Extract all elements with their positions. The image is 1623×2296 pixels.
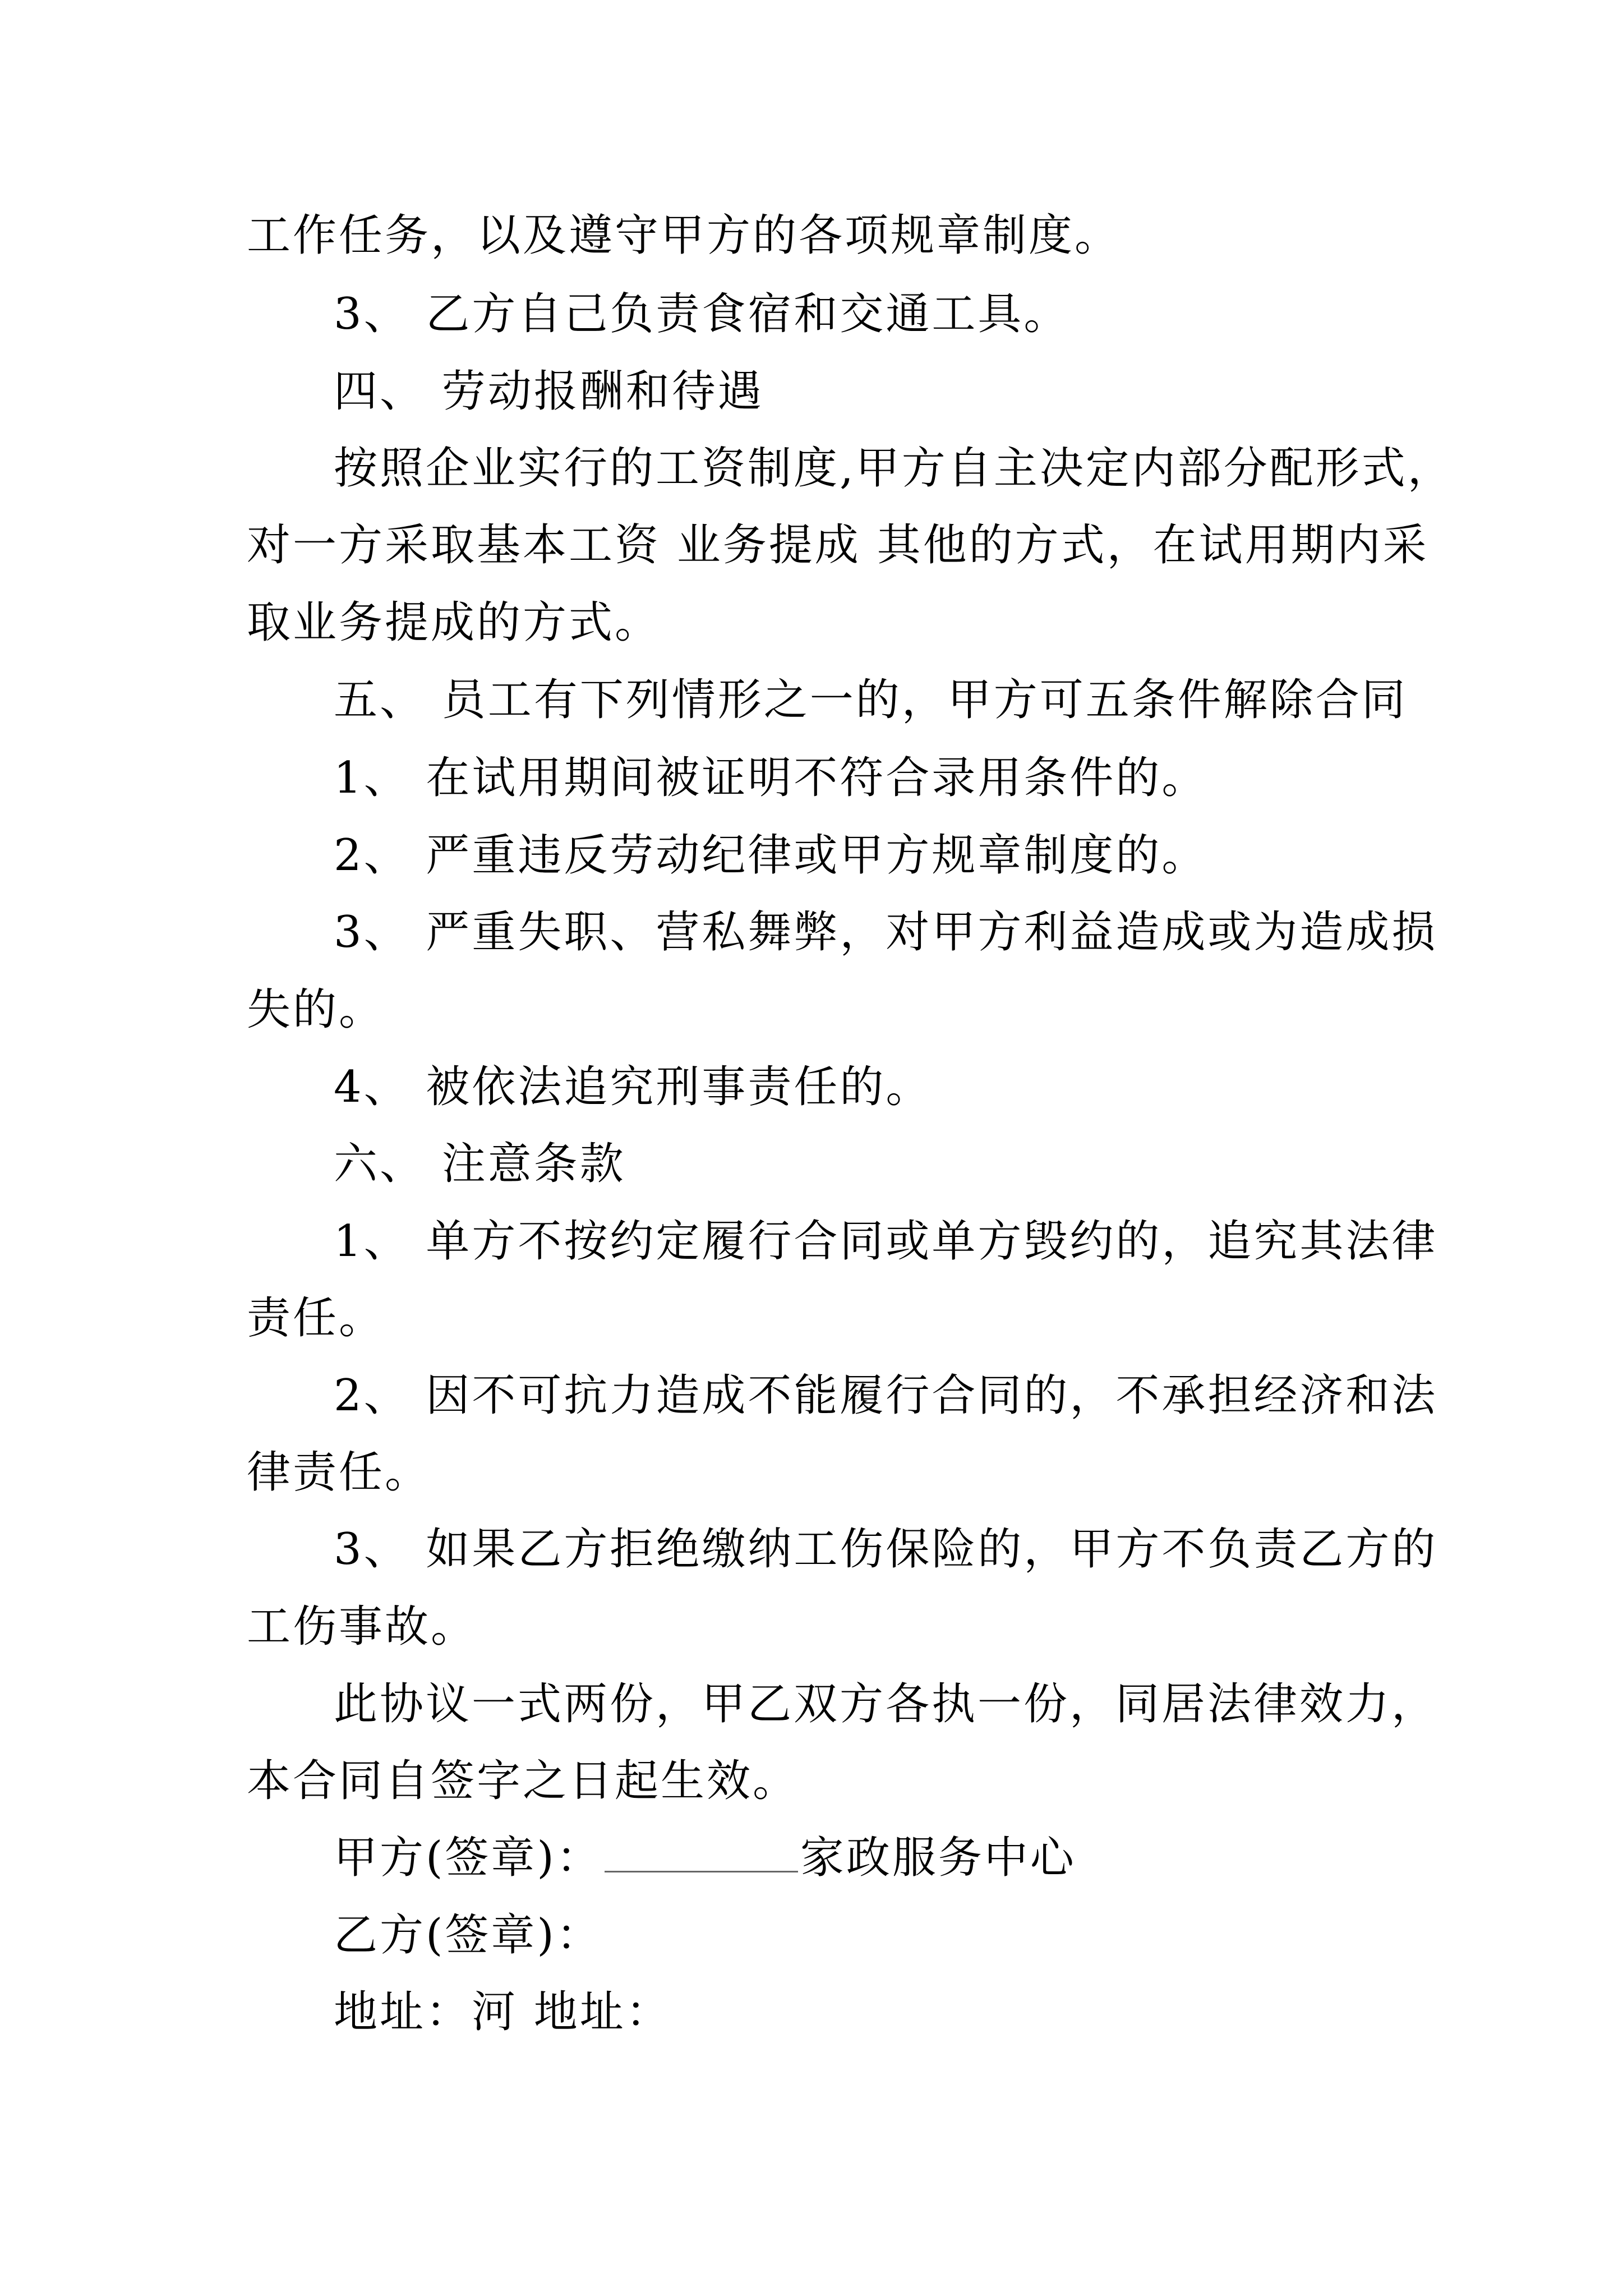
- section-heading: 六、 注意条款: [334, 1139, 626, 1189]
- body-line: 对一方采取基本工资 业务提成 其他的方式，在试用期内采: [247, 520, 1429, 570]
- body-line: 1、 单方不按约定履行合同或单方毁约的，追究其法律: [334, 1216, 1438, 1267]
- body-line: 2、 严重违反劳动纪律或甲方规章制度的。: [334, 830, 1208, 881]
- body-line: 工伤事故。: [247, 1602, 477, 1652]
- body-line: 律责任。: [247, 1447, 431, 1498]
- party-a-signature-line: [334, 1830, 1076, 1886]
- section-heading: 四、 劳动报酬和待遇: [334, 366, 764, 417]
- body-line: 3、 如果乙方拒绝缴纳工伤保险的，甲方不负责乙方的: [334, 1524, 1438, 1575]
- body-line: 3、 严重失职、营私舞弊，对甲方利益造成或为造成损: [334, 907, 1438, 958]
- address-line: 地址：河 地址：: [334, 1987, 672, 2037]
- body-line: 责任。: [247, 1293, 385, 1343]
- body-line: 4、 被依法追究刑事责任的。: [334, 1062, 932, 1112]
- party-a-name: 家政服务中心: [800, 1833, 1076, 1883]
- body-line: 2、 因不可抗力造成不能履行合同的，不承担经济和法: [334, 1370, 1438, 1421]
- body-line: 取业务提成的方式。: [247, 597, 661, 648]
- body-line: 按照企业实行的工资制度,甲方自主决定内部分配形式，: [334, 443, 1454, 494]
- body-line: 失的。: [247, 984, 385, 1035]
- body-line: 1、 在试用期间被证明不符合录用条件的。: [334, 753, 1208, 803]
- body-line: 3、 乙方自己负责食宿和交通工具。: [334, 289, 1070, 339]
- signature-blank: [605, 1832, 798, 1872]
- section-heading: 五、 员工有下列情形之一的，甲方可五条件解除合同: [334, 675, 1408, 725]
- body-line: 本合同自签字之日起生效。: [247, 1756, 799, 1806]
- party-b-signature-line: 乙方(签章)：: [334, 1910, 602, 1961]
- body-line: 此协议一式两份，甲乙双方各执一份，同居法律效力，: [334, 1679, 1438, 1729]
- party-a-label: 甲方(签章)：: [334, 1833, 602, 1883]
- body-line: 工作任务，以及遵守甲方的各项规章制度。: [247, 210, 1121, 261]
